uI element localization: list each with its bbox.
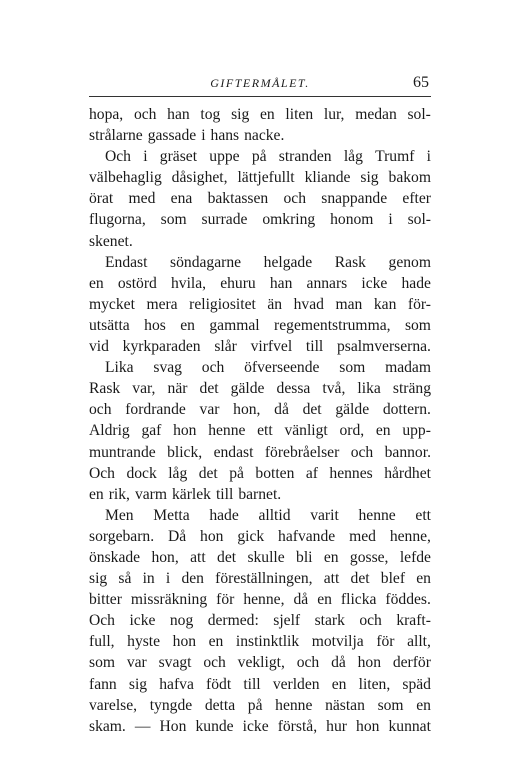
text-line — [89, 716, 431, 737]
word: dessa — [276, 380, 311, 398]
word: kärlek — [172, 485, 211, 503]
word: verlden — [272, 675, 320, 693]
text-line — [89, 146, 431, 167]
word: hon — [173, 422, 197, 440]
word: Endast — [105, 253, 148, 271]
word: vid — [89, 338, 109, 356]
word: då — [274, 401, 289, 419]
word: som — [377, 696, 404, 714]
word: full, — [89, 633, 115, 651]
word: som — [339, 359, 366, 377]
word: och — [203, 654, 226, 672]
word: ostörd — [117, 274, 157, 292]
word: af — [305, 464, 318, 482]
word: på — [247, 696, 263, 714]
word: låg — [343, 148, 363, 166]
word: Och — [89, 464, 115, 482]
word: späd — [402, 675, 431, 693]
word: kyrkparaden — [122, 338, 201, 356]
text-line — [89, 104, 431, 125]
word: och — [359, 612, 382, 630]
word: omkring — [262, 211, 316, 229]
word: sjelf — [273, 612, 301, 630]
word: hafva — [159, 675, 194, 693]
word: vänligt — [284, 422, 328, 440]
word: skam. — [89, 717, 126, 735]
word: för- — [407, 295, 431, 313]
word: kan — [373, 295, 397, 313]
word: med — [349, 527, 376, 545]
word: då — [331, 654, 346, 672]
word: blick, — [167, 443, 203, 461]
word: hon, — [233, 401, 261, 419]
word: snappande — [321, 190, 388, 208]
word: dåsighet, — [171, 169, 228, 187]
text-line — [89, 420, 431, 441]
word: som — [160, 211, 187, 229]
word: icke — [242, 717, 269, 735]
word: en — [331, 675, 347, 693]
word: ena — [170, 190, 193, 208]
word: söndagarne — [170, 253, 242, 271]
word: stark — [314, 612, 345, 630]
word: Och — [105, 148, 131, 166]
text-line — [89, 484, 431, 505]
word: en — [89, 274, 104, 292]
word: dermed: — [207, 612, 259, 630]
word: var — [126, 654, 147, 672]
word: muntrande — [89, 443, 156, 461]
word: för — [216, 591, 235, 609]
word: den — [181, 570, 204, 588]
word: när — [167, 380, 188, 398]
word: föreställningen, — [215, 570, 313, 588]
text-line — [89, 294, 431, 315]
word: medan — [355, 106, 397, 123]
word: Lika — [105, 359, 134, 377]
word: baktassen — [207, 190, 269, 208]
word: kunnat — [388, 717, 431, 735]
word: till — [215, 485, 234, 503]
text-line — [89, 674, 431, 695]
text-line — [89, 442, 431, 463]
word: öfverseende — [244, 359, 320, 377]
word: lefde — [399, 548, 431, 566]
word: rik, — [108, 485, 130, 503]
word: hyste — [127, 633, 161, 651]
word: barnet. — [238, 485, 282, 503]
word: svag — [153, 359, 182, 377]
word: gassade — [147, 127, 197, 145]
word: hans — [210, 127, 240, 145]
word: flicka — [340, 591, 377, 609]
word: då — [293, 591, 309, 609]
word: skulle — [247, 548, 285, 566]
word: ett — [415, 506, 431, 524]
word: hårdhet — [384, 464, 431, 482]
word: var, — [132, 380, 156, 398]
word: blef — [380, 570, 406, 588]
word: välbehaglig — [89, 169, 162, 187]
word: henne — [275, 696, 313, 714]
word: icke — [129, 612, 156, 630]
page-number: 65 — [413, 74, 429, 91]
word: hon — [356, 717, 380, 735]
text-line — [89, 652, 431, 673]
word: bitter — [89, 591, 122, 609]
word: gick — [237, 527, 265, 545]
word: i — [201, 127, 206, 145]
word: sig — [89, 570, 108, 588]
word: lur, — [323, 106, 345, 123]
word: hafvande — [278, 527, 336, 545]
text-line — [89, 125, 431, 146]
word: varm — [134, 485, 167, 503]
word: religiositet — [189, 295, 256, 313]
word: det — [199, 380, 219, 398]
word: än — [267, 295, 283, 313]
word: dock — [126, 464, 157, 482]
word: hopa, — [89, 106, 124, 123]
text-line — [89, 463, 431, 484]
word: nacke. — [244, 127, 285, 145]
word: allt, — [407, 633, 431, 651]
word: och — [350, 443, 374, 461]
word: — — [134, 717, 151, 735]
word: det — [302, 401, 322, 419]
word: helgade — [263, 253, 313, 271]
text-line — [89, 568, 431, 589]
word: sträng — [392, 380, 431, 398]
word: hon — [200, 527, 224, 545]
word: henne — [358, 506, 396, 524]
word: Aldrig — [89, 422, 130, 440]
text-line — [89, 188, 431, 209]
word: henne — [208, 422, 246, 440]
text-line — [89, 315, 431, 336]
word: en — [416, 570, 431, 588]
word: instinktlik — [235, 633, 300, 651]
word: sig — [128, 675, 148, 693]
word: som — [404, 316, 431, 334]
word: detta — [204, 696, 236, 714]
word: Rask — [334, 253, 366, 271]
word: gaf — [141, 422, 162, 440]
word: så — [118, 570, 132, 588]
word: svagt — [158, 654, 192, 672]
word: födt — [206, 675, 232, 693]
word: till — [305, 338, 324, 356]
word: tyngde — [149, 696, 193, 714]
word: på — [251, 148, 267, 166]
running-header — [89, 74, 431, 97]
word: Trumf — [375, 148, 415, 166]
word: i — [388, 211, 393, 229]
word: han — [269, 274, 293, 292]
word: virfvel — [250, 338, 293, 356]
word: och — [283, 190, 307, 208]
word: var — [199, 401, 220, 419]
word: stranden — [278, 148, 332, 166]
word: i — [143, 148, 148, 166]
text-line — [89, 610, 431, 631]
word: i — [426, 148, 431, 166]
word: sol- — [407, 106, 431, 123]
word: förebråelser — [264, 443, 340, 461]
word: önskade — [89, 548, 141, 566]
text-line — [89, 526, 431, 547]
word: honom — [330, 211, 374, 229]
word: en — [89, 485, 104, 503]
word: hade — [209, 506, 239, 524]
word: missräkning — [130, 591, 208, 609]
word: bakom — [388, 169, 431, 187]
word: det — [198, 464, 218, 482]
word: icke — [361, 274, 388, 292]
word: sorgebarn. — [89, 527, 155, 545]
word: gälde — [335, 401, 370, 419]
word: in — [142, 570, 155, 588]
text-line — [89, 209, 431, 230]
word: förstå, — [277, 717, 318, 735]
word: fann — [89, 675, 117, 693]
word: en — [317, 591, 332, 609]
word: örat — [89, 190, 114, 208]
running-title: GIFTERMÅLET. — [210, 76, 310, 90]
body-text — [89, 104, 431, 737]
word: hade — [401, 274, 431, 292]
word: liten — [285, 106, 314, 123]
text-line — [89, 357, 431, 378]
word: och — [133, 106, 157, 123]
word: kunde — [195, 717, 234, 735]
word: nästan — [325, 696, 365, 714]
word: slår — [214, 338, 237, 356]
word: till — [243, 675, 261, 693]
word: att — [323, 570, 340, 588]
word: liten, — [358, 675, 391, 693]
word: på — [229, 464, 244, 482]
word: Rask — [89, 380, 121, 398]
word: låg — [168, 464, 188, 482]
word: gosse, — [349, 548, 389, 566]
word: vekligt, — [237, 654, 285, 672]
word: gammal — [209, 316, 260, 334]
word: uppe — [209, 148, 240, 166]
word: Då — [167, 527, 187, 545]
word: föddes. — [385, 591, 431, 609]
word: en — [208, 633, 224, 651]
word: en — [416, 696, 431, 714]
word: och — [89, 401, 112, 419]
word: henne, — [243, 591, 285, 609]
text-line — [89, 336, 431, 357]
word: mera — [146, 295, 178, 313]
word: hos — [144, 316, 166, 334]
word: lika — [357, 380, 381, 398]
word: lättjefullt — [237, 169, 295, 187]
word: skenet. — [89, 232, 133, 250]
word: det — [217, 548, 237, 566]
word: strålarne — [89, 127, 143, 145]
word: en — [375, 422, 391, 440]
word: för — [376, 633, 395, 651]
word: ett — [257, 422, 273, 440]
word: tog — [200, 106, 221, 123]
text-line — [89, 695, 431, 716]
word: motvilja — [311, 633, 364, 651]
word: hvad — [293, 295, 324, 313]
word: efter — [402, 190, 431, 208]
word: med — [128, 190, 156, 208]
word: Och — [89, 612, 115, 630]
word: fordrande — [125, 401, 186, 419]
word: regementstrumma, — [274, 316, 391, 334]
word: sol- — [407, 211, 431, 229]
word: botten — [255, 464, 295, 482]
word: Men — [105, 506, 134, 524]
word: alltid — [258, 506, 291, 524]
word: genom — [388, 253, 431, 271]
word: hon — [357, 654, 381, 672]
text-line — [89, 378, 431, 399]
word: en — [323, 548, 339, 566]
word: madam — [385, 359, 431, 377]
text-line — [89, 252, 431, 273]
word: han — [167, 106, 190, 123]
word: kliande — [304, 169, 351, 187]
word: henne, — [389, 527, 431, 545]
word: sig — [231, 106, 250, 123]
text-line — [89, 547, 431, 568]
word: mycket — [89, 295, 135, 313]
word: varelse, — [89, 696, 138, 714]
text-line — [89, 589, 431, 610]
word: det — [350, 570, 370, 588]
word: hon, — [151, 548, 179, 566]
text-line — [89, 631, 431, 652]
word: utsätta — [89, 316, 130, 334]
word: i — [165, 570, 171, 588]
word: hvila, — [170, 274, 207, 292]
text-line — [89, 167, 431, 188]
text-line — [89, 231, 431, 252]
word: två, — [322, 380, 346, 398]
word: annars — [306, 274, 348, 292]
word: ehuru — [220, 274, 256, 292]
word: och — [201, 359, 225, 377]
word: dottern. — [382, 401, 431, 419]
text-line — [89, 399, 431, 420]
word: endast — [213, 443, 254, 461]
word: nog — [169, 612, 194, 630]
word: bannor. — [384, 443, 431, 461]
word: ord, — [339, 422, 365, 440]
word: hennes — [329, 464, 373, 482]
text-line — [89, 505, 431, 526]
word: hur — [326, 717, 347, 735]
word: och — [296, 654, 320, 672]
word: Metta — [153, 506, 190, 524]
word: en — [259, 106, 275, 123]
word: surrade — [201, 211, 248, 229]
word: gräset — [159, 148, 198, 166]
word: upp- — [402, 422, 431, 440]
text-line — [89, 273, 431, 294]
word: psalmverserna. — [336, 338, 431, 356]
word: Hon — [159, 717, 187, 735]
word: bli — [296, 548, 313, 566]
word: flugorna, — [89, 211, 146, 229]
word: kraft- — [396, 612, 431, 630]
word: att — [190, 548, 206, 566]
word: sig — [360, 169, 379, 187]
word: varit — [310, 506, 339, 524]
word: som — [89, 654, 115, 672]
word: man — [335, 295, 363, 313]
word: hon — [172, 633, 197, 651]
word: derför — [392, 654, 431, 672]
word: gälde — [230, 380, 265, 398]
word: en — [180, 316, 195, 334]
